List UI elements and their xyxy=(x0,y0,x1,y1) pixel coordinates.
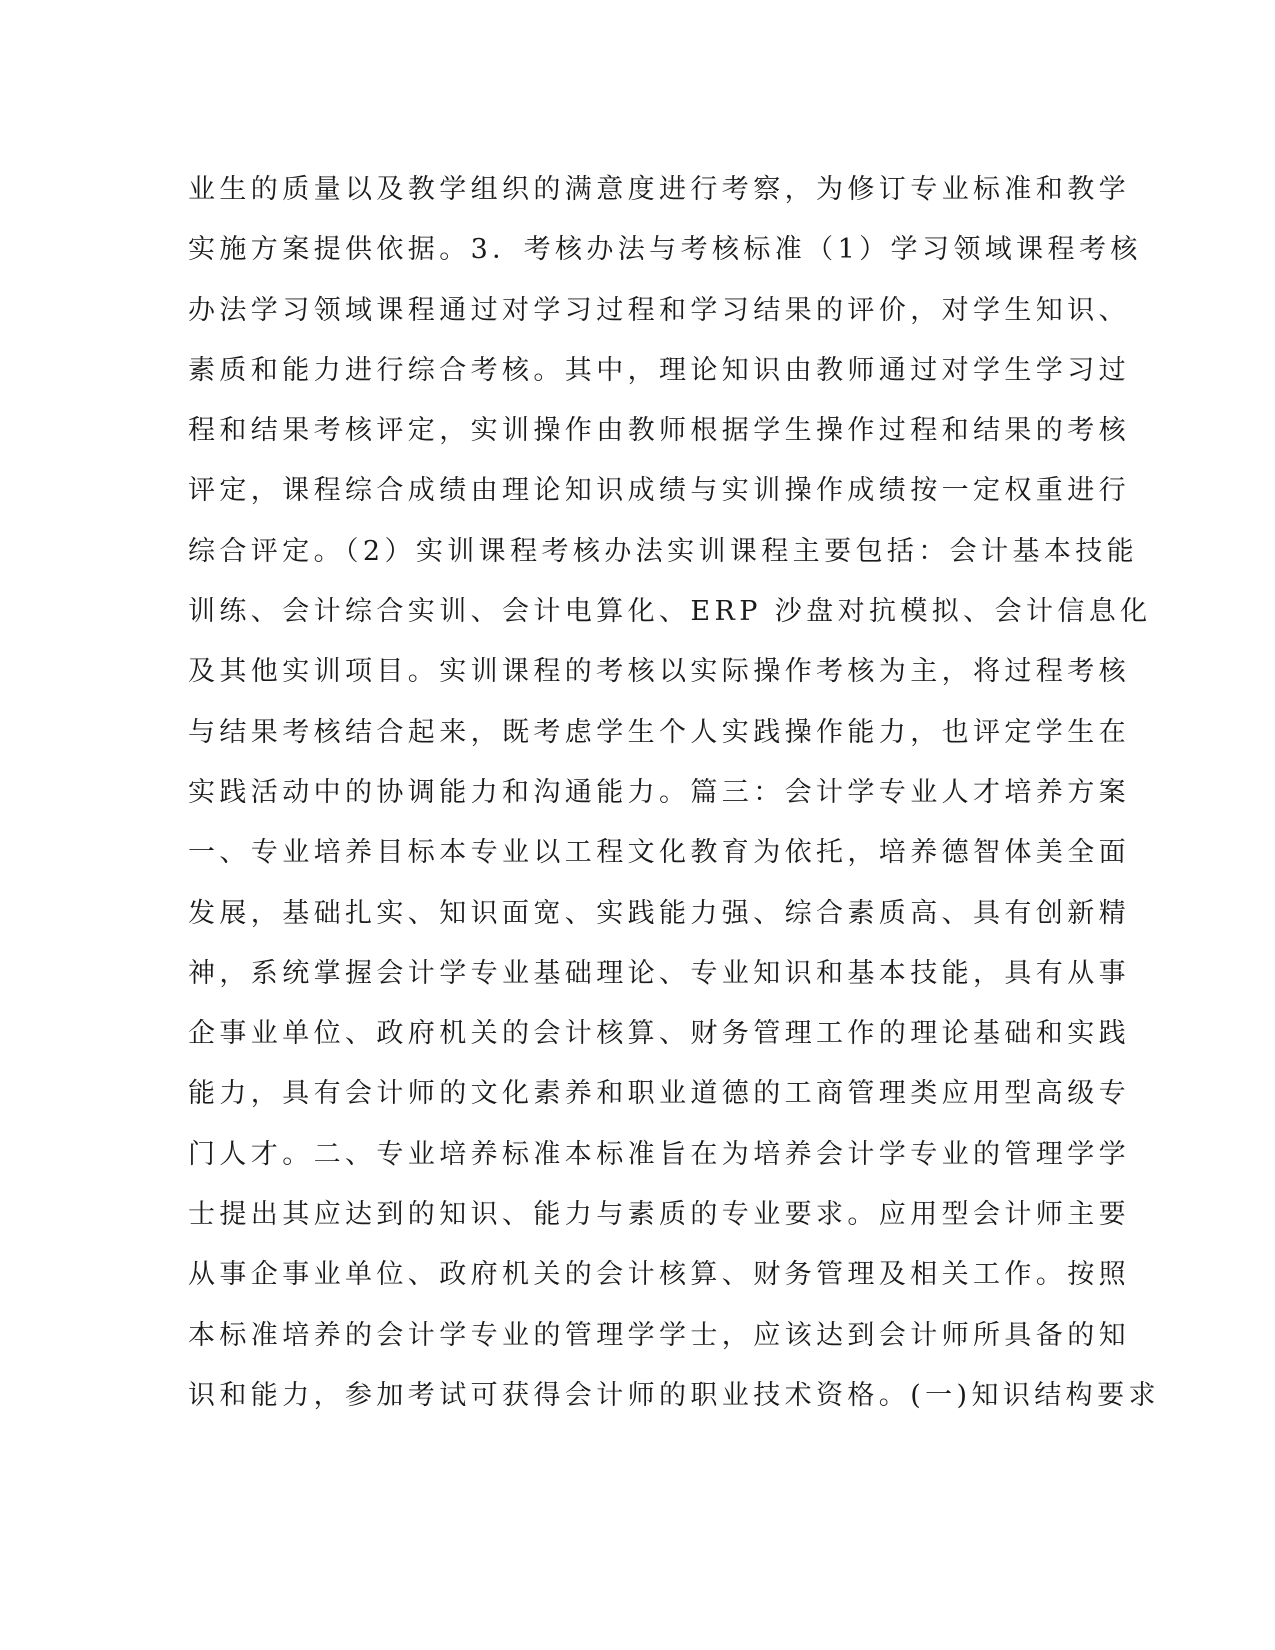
text-line-18: 士提出其应达到的知识、能力与素质的专业要求。应用型会计师主要 xyxy=(188,1199,1130,1231)
text-line-6: 评定，课程综合成绩由理论知识成绩与实训操作成绩按一定权重进行 xyxy=(188,475,1130,507)
text-line-13: 发展，基础扎实、知识面宽、实践能力强、综合素质高、具有创新精 xyxy=(188,897,1130,929)
text-line-19: 从事企事业单位、政府机关的会计核算、财务管理及相关工作。按照 xyxy=(188,1259,1130,1291)
text-line-11: 实践活动中的协调能力和沟通能力。篇三：会计学专业人才培养方案 xyxy=(188,776,1130,808)
text-line-2: 实施方案提供依据。3．考核办法与考核标准（1）学习领域课程考核 xyxy=(188,234,1142,266)
text-line-7: 综合评定。（2）实训课程考核办法实训课程主要包括：会计基本技能 xyxy=(188,535,1139,567)
text-line-10: 与结果考核结合起来，既考虑学生个人实践操作能力，也评定学生在 xyxy=(188,716,1130,748)
text-line-8: 训练、会计综合实训、会计电算化、ERP 沙盘对抗模拟、会计信息化 xyxy=(188,596,1152,628)
text-line-14: 神，系统掌握会计学专业基础理论、专业知识和基本技能，具有从事 xyxy=(188,957,1130,989)
text-line-1: 业生的质量以及教学组织的满意度进行考察，为修订专业标准和教学 xyxy=(188,174,1130,205)
text-line-17: 门人才。二、专业培养标准本标准旨在为培养会计学专业的管理学学 xyxy=(188,1138,1130,1170)
text-line-15: 企事业单位、政府机关的会计核算、财务管理工作的理论基础和实践 xyxy=(188,1018,1130,1050)
body-text xyxy=(188,160,1160,1426)
text-line-21: 识和能力，参加考试可获得会计师的职业技术资格。(一)知识结构要求 xyxy=(188,1379,1160,1411)
text-line-9: 及其他实训项目。实训课程的考核以实际操作考核为主，将过程考核 xyxy=(188,656,1130,688)
text-line-20: 本标准培养的会计学专业的管理学学士，应该达到会计师所具备的知 xyxy=(188,1319,1130,1351)
text-line-5: 程和结果考核评定，实训操作由教师根据学生操作过程和结果的考核 xyxy=(188,415,1130,447)
text-line-3: 办法学习领域课程通过对学习过程和学习结果的评价，对学生知识、 xyxy=(188,294,1130,326)
text-line-12: 一、专业培养目标本专业以工程文化教育为依托，培养德智体美全面 xyxy=(188,837,1130,869)
text-line-16: 能力，具有会计师的文化素养和职业道德的工商管理类应用型高级专 xyxy=(188,1078,1130,1110)
text-line-4: 素质和能力进行综合考核。其中，理论知识由教师通过对学生学习过 xyxy=(188,354,1130,386)
